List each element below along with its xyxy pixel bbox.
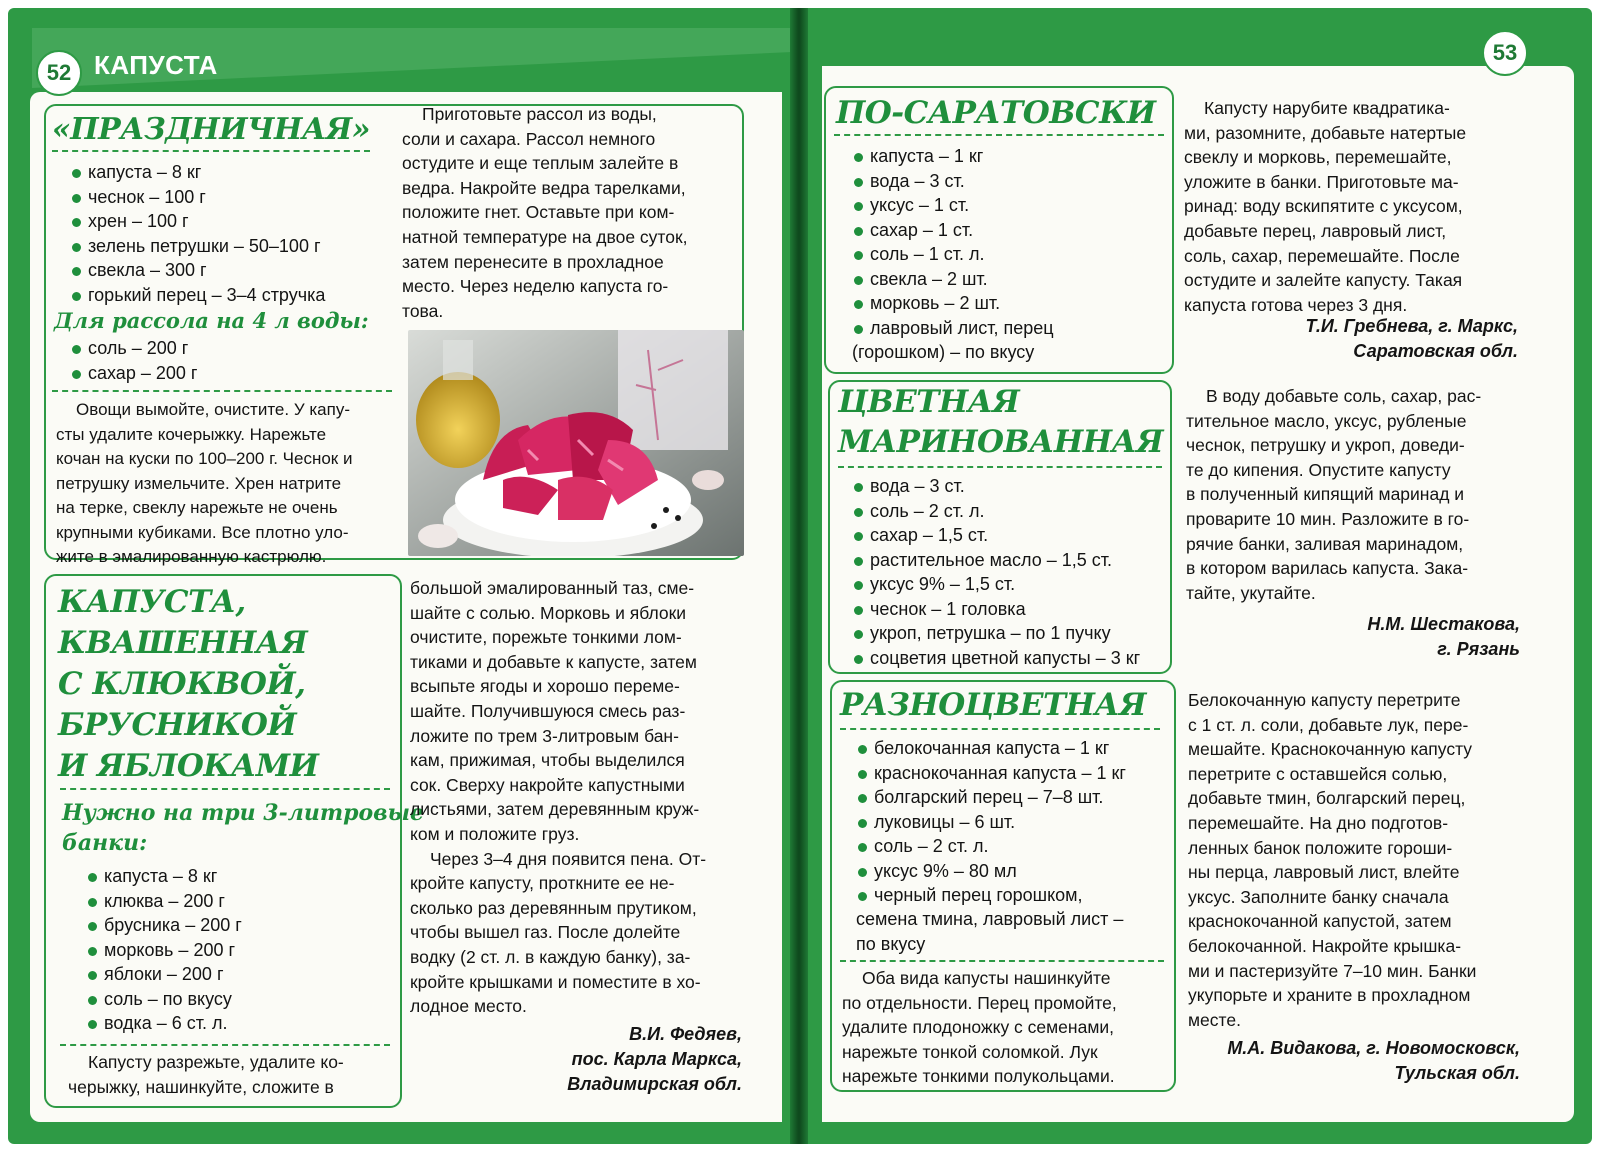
list-item: соль – 2 ст. л.: [856, 834, 1176, 859]
text-line: Капусту разрежьте, удалите ко-: [88, 1052, 344, 1072]
list-item: черный перец горошком,: [856, 883, 1176, 908]
list-item: чеснок – 1 головка: [852, 597, 1182, 622]
text-line: соль, сахар, перемешайте. После: [1184, 245, 1460, 266]
text-line: краснокочанной капустой, затем: [1188, 911, 1452, 932]
text-line: уксус. Заполните банку сначала: [1188, 886, 1449, 907]
list-item: сахар – 1,5 ст.: [852, 523, 1182, 548]
list-item: уксус 9% – 1,5 ст.: [852, 572, 1182, 597]
text-line: удалите плодоножку с семенами,: [842, 1017, 1114, 1038]
divider: [840, 728, 1160, 730]
divider: [60, 788, 390, 790]
text-line: добавьте перец, лавровый лист,: [1184, 220, 1447, 241]
author-line: Саратовская обл.: [1353, 341, 1518, 361]
ingredients-list: [86, 864, 386, 1036]
right-page: [802, 8, 1592, 1144]
title-line: КВАШЕННАЯ: [58, 625, 308, 661]
text-line: добавьте тмин, болгарский перец,: [1188, 788, 1466, 809]
ingredients-list: [852, 474, 1182, 670]
list-item: яблоки – 200 г: [86, 962, 386, 987]
recipe-title: [838, 382, 1163, 462]
text-line: Через 3–4 дня появится пена. От-: [430, 848, 707, 869]
text-line: Овощи вымойте, очистите. У капу-: [76, 400, 350, 419]
list-item: сахар – 1 ст.: [852, 218, 1172, 243]
title-line: Нужно на три 3-литровые: [62, 800, 425, 826]
text-line: капуста готова через 3 дня.: [1184, 294, 1408, 315]
ingredients-list: [856, 736, 1176, 908]
text-line: ринад: воду вскипятите с уксусом,: [1184, 196, 1463, 217]
method-text: [68, 1050, 394, 1099]
method-text: [1184, 96, 1518, 317]
text-line: петрушку измельчите. Хрен натрите: [56, 473, 342, 493]
text-line: уложите в банки. Приготовьте ма-: [1184, 171, 1459, 192]
text-line: чтобы вышел газ. После долейте: [410, 922, 681, 943]
text-line: нарежьте тонкой соломкой. Лук: [842, 1041, 1098, 1062]
author-line: В.И. Федяев,: [629, 1024, 742, 1044]
text-line: кройте крышками и поместите в хо-: [410, 971, 701, 992]
list-item: зелень петрушки – 50–100 г: [70, 234, 390, 259]
text-line: ны перца, лавровый лист, влейте: [1188, 862, 1460, 883]
text-line: чеснок, петрушку и укроп, доведи-: [1186, 435, 1465, 456]
text-line: семена тмина, лавровый лист –: [856, 909, 1124, 929]
pickled-cabbage-photo: [408, 330, 744, 556]
text-line: ми и пастеризуйте 7–10 мин. Банки: [1188, 960, 1477, 981]
text-line: проварите 10 мин. Разложите в го-: [1186, 508, 1470, 529]
author-line: г. Рязань: [1437, 639, 1520, 659]
text-line: натной температуре на двое суток,: [402, 226, 688, 247]
text-line: перемешайте. На дно подготов-: [1188, 812, 1449, 833]
text-line: положите гнет. Оставьте при ком-: [402, 202, 675, 223]
text-line: с 1 ст. л. соли, добавьте лук, пере-: [1188, 714, 1469, 735]
list-item: чеснок – 100 г: [70, 185, 390, 210]
text-line: в полученный кипящий маринад и: [1186, 484, 1465, 505]
list-item: морковь – 2 шт.: [852, 291, 1172, 316]
text-line: остудите и залейте капусту. Такая: [1184, 270, 1463, 291]
text-line: шайте. Получившуюся смесь раз-: [410, 700, 686, 721]
text-line: очистите, порежьте тонкими лом-: [410, 627, 682, 648]
author-line: М.А. Видакова, г. Новомосковск,: [1227, 1038, 1520, 1058]
text-line: сты удалите кочерыжку. Нарежьте: [56, 424, 327, 444]
text-line: ведра. Накройте ведра тарелками,: [402, 177, 686, 198]
list-item: вода – 3 ст.: [852, 169, 1172, 194]
text-line: перетрите с оставшейся солью,: [1188, 763, 1448, 784]
title-line: ЦВЕТНАЯ: [838, 384, 1020, 420]
text-line: сок. Сверху накройте капустными: [410, 774, 685, 795]
list-item: белокочанная капуста – 1 кг: [856, 736, 1176, 761]
text-line: ком и положите груз.: [410, 823, 580, 844]
text-line: соли и сахара. Рассол немного: [402, 128, 656, 149]
divider: [52, 390, 392, 392]
text-line: по отдельности. Перец промойте,: [842, 992, 1117, 1013]
list-item: капуста – 8 кг: [86, 864, 386, 889]
list-item: свекла – 300 г: [70, 258, 390, 283]
ingredients-list: [70, 160, 390, 307]
list-item: уксус 9% – 80 мл: [856, 859, 1176, 884]
list-item: лавровый лист, перец: [852, 316, 1172, 341]
text-line: Оба вида капусты нашинкуйте: [862, 968, 1111, 988]
text-line: в котором варилась капуста. Зака-: [1186, 558, 1469, 579]
recipe-author: [1182, 1036, 1520, 1086]
list-item: свекла – 2 шт.: [852, 267, 1172, 292]
text-line: кочан на куски по 100–200 г. Чеснок и: [56, 449, 353, 468]
method-text: [842, 966, 1168, 1089]
text-line: по вкусу: [856, 933, 926, 954]
text-line: В воду добавьте соль, сахар, рас-: [1206, 386, 1482, 406]
divider: [840, 960, 1164, 962]
text-line: большой эмалированный таз, сме-: [410, 578, 695, 598]
recipe-author: [438, 1022, 742, 1097]
list-item: соцветия цветной капусты – 3 кг: [852, 646, 1182, 671]
text-line: затем перенесите в прохладное: [402, 251, 664, 272]
list-item: краснокочанная капуста – 1 кг: [856, 761, 1176, 786]
list-item: хрен – 100 г: [70, 209, 390, 234]
author-line: Тульская обл.: [1394, 1063, 1520, 1083]
text-line: лодное место.: [410, 996, 527, 1017]
divider: [834, 134, 1164, 136]
method-text: [1186, 384, 1520, 605]
text-line: на терке, свеклу нарежьте не очень: [56, 498, 338, 517]
text-line: укупорьте и храните в прохладном: [1188, 985, 1471, 1006]
list-item: луковицы – 6 шт.: [856, 810, 1176, 835]
divider: [52, 150, 370, 152]
text-line: те до кипения. Опустите капусту: [1186, 459, 1451, 480]
text-line: Капусту нарубите квадратика-: [1204, 98, 1450, 118]
list-item: горький перец – 3–4 стручка: [70, 283, 390, 308]
left-page: [8, 8, 798, 1144]
text-line: кам, прижимая, чтобы выделился: [410, 750, 685, 771]
list-item: уксус – 1 ст.: [852, 193, 1172, 218]
recipe-title: «ПРАЗДНИЧНАЯ»: [52, 112, 370, 147]
title-line: И ЯБЛОКАМИ: [58, 748, 319, 784]
list-item: капуста – 8 кг: [70, 160, 390, 185]
text-line: черыжку, нашинкуйте, сложите в: [68, 1076, 334, 1097]
text-line: ложите по трем 3-литровым бан-: [410, 725, 679, 746]
brine-heading: Для рассола на 4 л воды:: [54, 308, 369, 333]
text-line: нарежьте тонкими полукольцами.: [842, 1066, 1115, 1087]
text-line: ленных банок положите гороши-: [1188, 837, 1453, 858]
text-line: месте.: [1188, 1009, 1241, 1030]
method-text: [410, 576, 742, 1019]
magazine-spread: [8, 8, 1592, 1144]
list-item: вода – 3 ст.: [852, 474, 1182, 499]
text-line: остудите и еще теплым залейте в: [402, 153, 679, 174]
text-line: шайте с солью. Морковь и яблоки: [410, 602, 687, 623]
ingredient-tail: (горошком) – по вкусу: [852, 342, 1035, 362]
section-title: КАПУСТА: [94, 50, 218, 80]
author-line: пос. Карла Маркса,: [571, 1049, 742, 1069]
text-line: белокочанной. Накройте крышка-: [1188, 935, 1462, 956]
text-line: кройте капусту, проткните ее не-: [410, 873, 675, 894]
list-item: водка – 6 ст. л.: [86, 1011, 386, 1036]
page-number: 52: [36, 50, 82, 96]
text-line: рячие банки, заливая маринадом,: [1186, 533, 1464, 554]
divider: [838, 466, 1162, 468]
list-item: соль – 1 ст. л.: [852, 242, 1172, 267]
method-text: [1188, 688, 1520, 1032]
text-line: Приготовьте рассол из воды,: [422, 104, 657, 124]
list-item: соль – по вкусу: [86, 987, 386, 1012]
text-line: тиками и добавьте к капусте, затем: [410, 651, 697, 672]
text-line: ми, разомните, добавьте натертые: [1184, 122, 1467, 143]
recipe-title: [58, 582, 318, 787]
text-line: това.: [402, 300, 444, 321]
divider: [60, 1044, 390, 1046]
text-line: листьями, затем деревянным круж-: [410, 799, 700, 820]
text-line: свеклу и морковь, перемешайте,: [1184, 147, 1452, 168]
title-line: банки:: [62, 830, 148, 856]
text-line: водку (2 ст. л. в каждую банку), за-: [410, 946, 691, 967]
list-item: капуста – 1 кг: [852, 144, 1172, 169]
text-line: Белокочанную капусту перетрите: [1188, 690, 1461, 710]
list-item: соль – 200 г: [70, 336, 370, 361]
list-item: болгарский перец – 7–8 шт.: [856, 785, 1176, 810]
title-line: С КЛЮКВОЙ,: [58, 666, 306, 702]
list-item: укроп, петрушка – по 1 пучку: [852, 621, 1182, 646]
list-item: брусника – 200 г: [86, 913, 386, 938]
text-line: жите в эмалированную кастрюлю.: [56, 547, 327, 566]
text-line: место. Через неделю капуста го-: [402, 276, 669, 297]
list-item: морковь – 200 г: [86, 938, 386, 963]
text-line: сколько раз деревянным прутиком,: [410, 897, 697, 918]
author-line: Н.М. Шестакова,: [1367, 614, 1520, 634]
text-line: всыпьте ягоды и хорошо переме-: [410, 676, 680, 697]
ingredient-tail: [856, 907, 1166, 956]
brine-list: [70, 336, 370, 385]
title-line: МАРИНОВАННАЯ: [838, 424, 1164, 460]
author-line: Владимирская обл.: [567, 1074, 742, 1094]
list-item: сахар – 200 г: [70, 361, 370, 386]
method-text: [402, 102, 732, 323]
recipe-author: [1202, 612, 1520, 662]
method-text: [56, 398, 388, 570]
recipe-title: ПО-САРАТОВСКИ: [836, 95, 1156, 131]
page-number: 53: [1482, 30, 1528, 76]
book-gutter: [790, 8, 808, 1144]
text-line: тительное масло, уксус, рубленые: [1186, 410, 1467, 431]
title-line: БРУСНИКОЙ: [58, 707, 297, 743]
recipe-title: РАЗНОЦВЕТНАЯ: [840, 687, 1146, 723]
author-line: Т.И. Гребнева, г. Маркс,: [1305, 316, 1518, 336]
text-line: мешайте. Краснокочанную капусту: [1188, 739, 1473, 760]
ingredients-list: [852, 144, 1172, 340]
list-item: растительное масло – 1,5 ст.: [852, 548, 1182, 573]
title-line: КАПУСТА,: [58, 584, 246, 620]
need-heading: [62, 798, 424, 858]
list-item: соль – 2 ст. л.: [852, 499, 1182, 524]
list-item: клюква – 200 г: [86, 889, 386, 914]
recipe-author: [1202, 314, 1518, 364]
text-line: крупными кубиками. Все плотно уло-: [56, 522, 349, 542]
text-line: тайте, укутайте.: [1186, 582, 1316, 603]
